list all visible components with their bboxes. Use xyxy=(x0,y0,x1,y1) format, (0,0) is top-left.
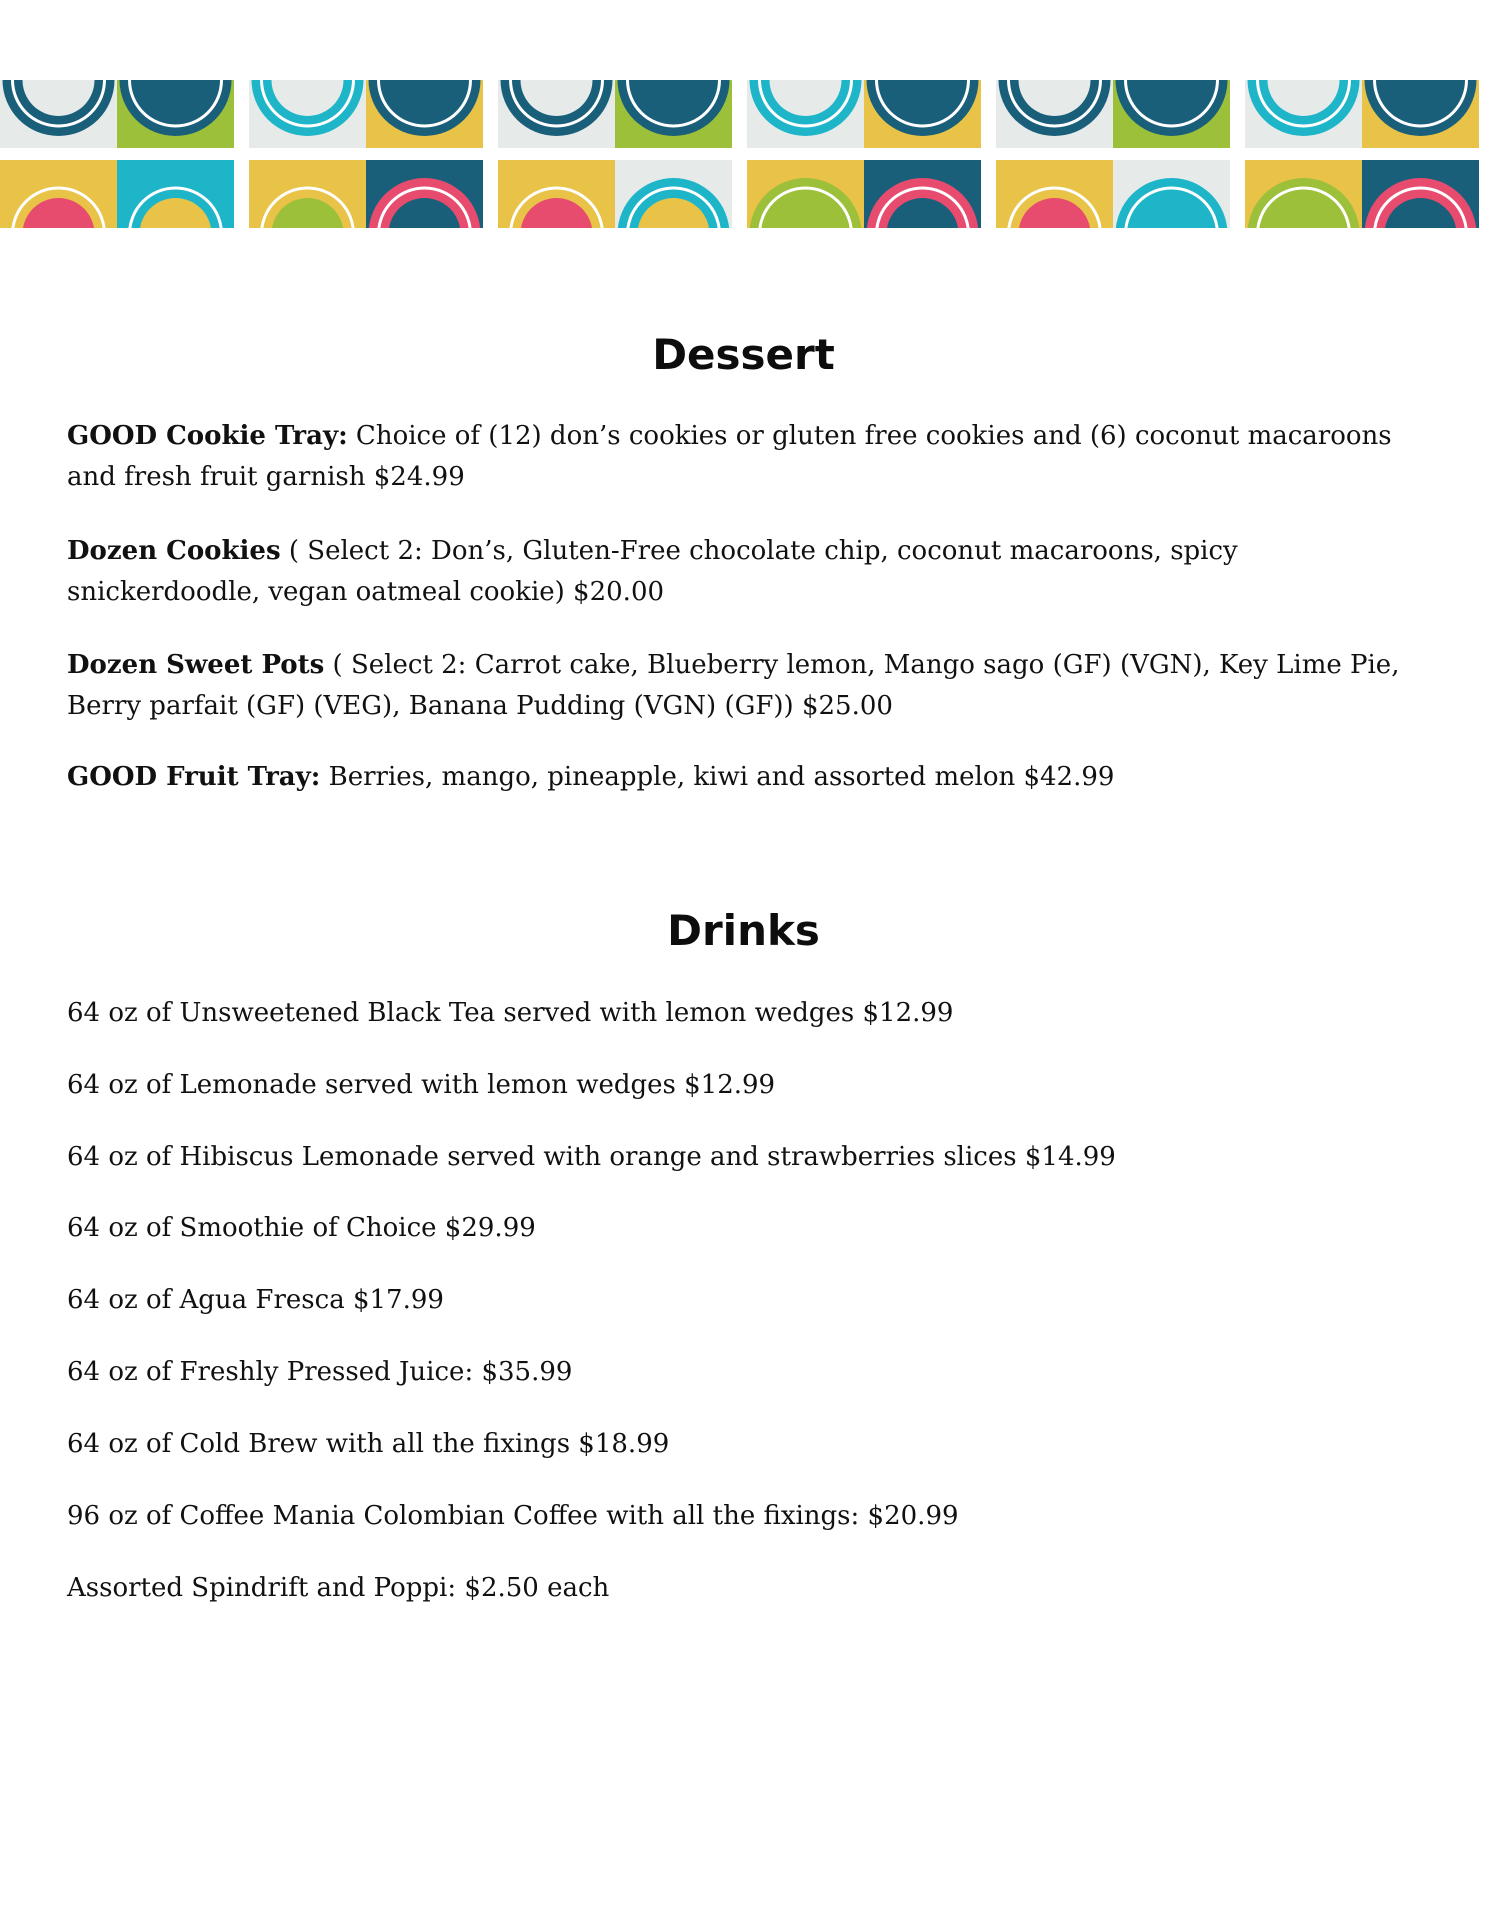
pattern-tile xyxy=(996,80,1113,148)
menu-item-good-fruit-tray xyxy=(67,757,1427,798)
menu-item-description: ( Select 2: Don’s, Gluten-Free chocolate chip, coconut macaroons, spicy snickerdoodle, vegan oatmeal cookie) $20.00 xyxy=(67,536,1238,607)
drink-item: 64 oz of Cold Brew with all the fixings $18.99 xyxy=(67,1429,670,1459)
pattern-tile xyxy=(1113,80,1230,148)
pattern-tile xyxy=(498,80,615,148)
menu-item-name: Dozen Cookies xyxy=(67,536,281,566)
pattern-tile xyxy=(249,160,366,228)
menu-item-description: Choice of (12) don’s cookies or gluten free cookies and (6) coconut macaroons and fresh fruit garnish $24.99 xyxy=(67,421,1392,492)
drink-item: 64 oz of Freshly Pressed Juice: $35.99 xyxy=(67,1357,573,1387)
pattern-tile xyxy=(1245,80,1362,148)
menu-item-name: GOOD Fruit Tray: xyxy=(67,762,321,792)
drink-item: 64 oz of Lemonade served with lemon wedges $12.99 xyxy=(67,1070,776,1100)
pattern-tile xyxy=(615,80,732,148)
pattern-tile xyxy=(249,80,366,148)
drink-item: 64 oz of Agua Fresca $17.99 xyxy=(67,1285,444,1315)
pattern-tile xyxy=(117,80,234,148)
pattern-tile xyxy=(117,160,234,228)
pattern-tile xyxy=(366,160,483,228)
pattern-tile xyxy=(615,160,732,228)
pattern-tile xyxy=(0,160,117,228)
menu-item-dozen-cookies xyxy=(67,531,1427,613)
drink-item: 96 oz of Coffee Mania Colombian Coffee with all the fixings: $20.99 xyxy=(67,1501,959,1531)
pattern-tile xyxy=(996,160,1113,228)
drink-item: 64 oz of Hibiscus Lemonade served with orange and strawberries slices $14.99 xyxy=(67,1142,1116,1172)
menu-item-description: ( Select 2: Carrot cake, Blueberry lemon, Mango sago (GF) (VGN), Key Lime Pie, Berry parfait (GF) (VEG), Banana Pudding (VGN) (GF)) $25.00 xyxy=(67,650,1400,721)
drink-item: 64 oz of Smoothie of Choice $29.99 xyxy=(67,1213,536,1243)
pattern-tile xyxy=(747,80,864,148)
pattern-tile xyxy=(0,80,117,148)
pattern-tile xyxy=(747,160,864,228)
pattern-tile xyxy=(498,160,615,228)
menu-item-description: Berries, mango, pineapple, kiwi and assorted melon $42.99 xyxy=(320,762,1115,792)
pattern-tile xyxy=(366,80,483,148)
pattern-tile xyxy=(864,80,981,148)
pattern-tile xyxy=(1362,80,1479,148)
pattern-tile xyxy=(1362,160,1479,228)
pattern-tile xyxy=(1113,160,1230,228)
menu-item-dozen-sweet-pots xyxy=(67,645,1427,727)
pattern-tile xyxy=(1245,160,1362,228)
drinks-heading: Drinks xyxy=(667,906,820,955)
drink-item: Assorted Spindrift and Poppi: $2.50 each xyxy=(67,1573,610,1603)
decorative-banner xyxy=(0,80,1487,228)
menu-item-name: Dozen Sweet Pots xyxy=(67,650,325,680)
pattern-tile xyxy=(864,160,981,228)
menu-item-good-cookie-tray xyxy=(67,416,1427,498)
geometric-pattern-image xyxy=(0,80,1487,228)
dessert-heading: Dessert xyxy=(652,330,835,379)
menu-item-name: GOOD Cookie Tray: xyxy=(67,421,348,451)
drink-item: 64 oz of Unsweetened Black Tea served with lemon wedges $12.99 xyxy=(67,998,954,1028)
